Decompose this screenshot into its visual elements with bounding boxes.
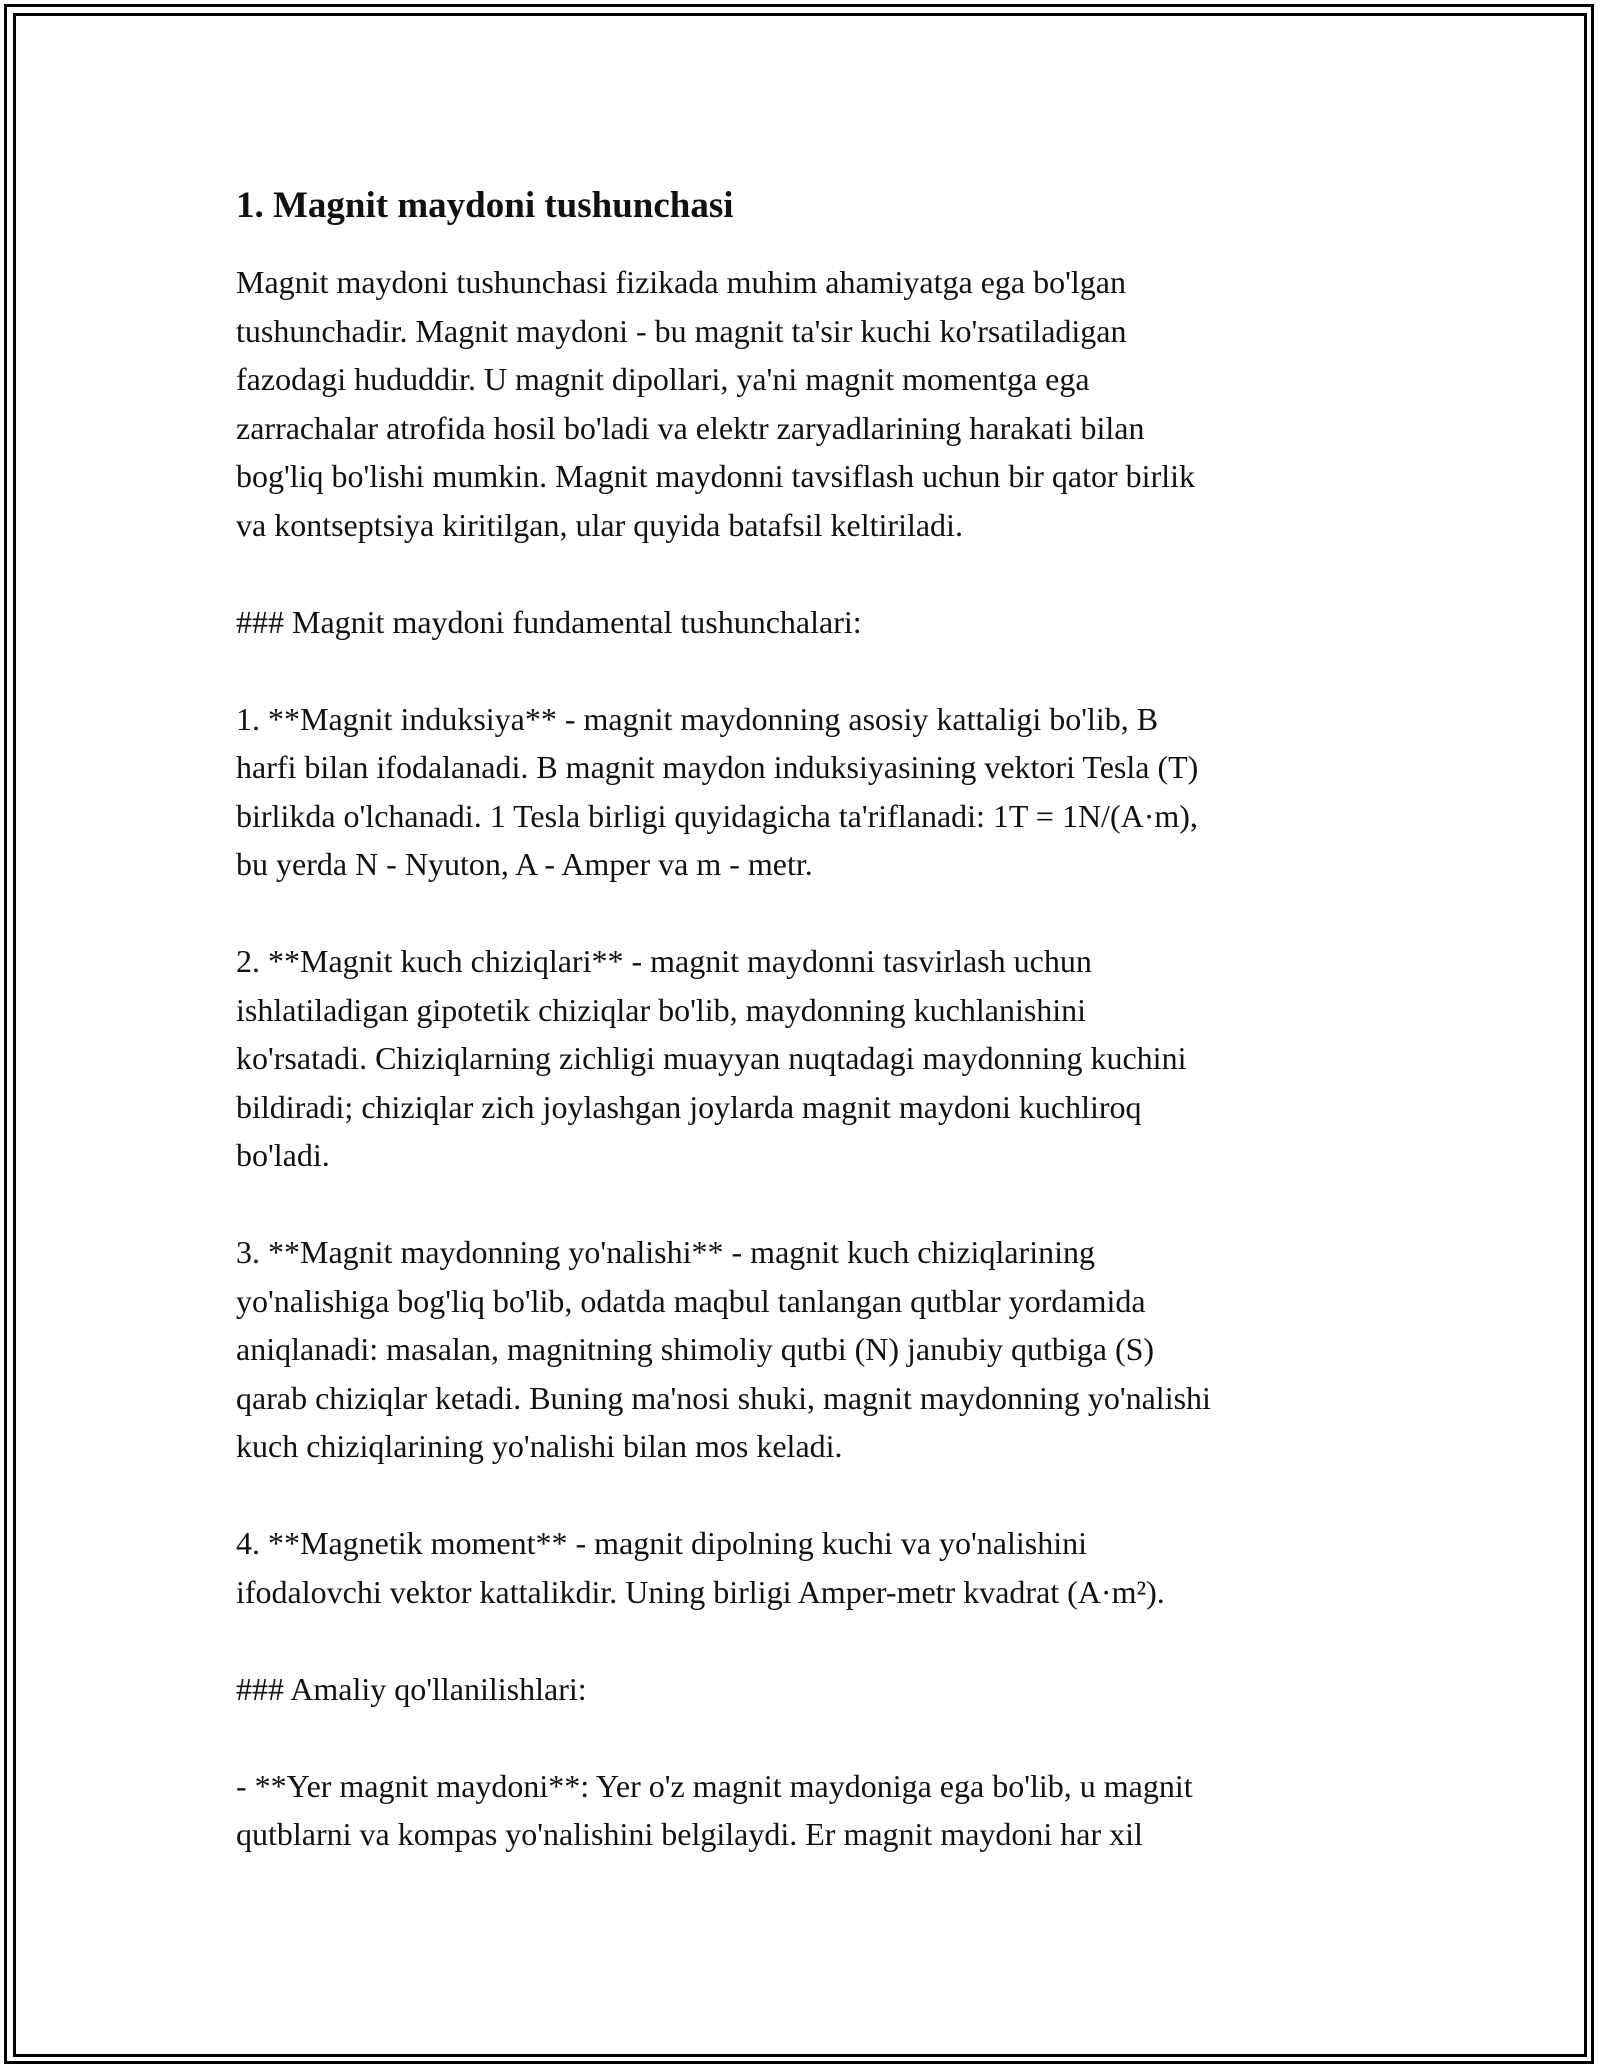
text-line: zarrachalar atrofida hosil bo'ladi va elektr zaryadlarining harakati bilan — [236, 409, 1145, 446]
text-line: Magnit maydoni tushunchasi fizikada muhim ahamiyatga ega bo'lgan — [236, 264, 1126, 300]
text-line: bu yerda N - Nyuton, A - Amper va m - metr. — [236, 846, 813, 882]
subheading-fundamentals — [236, 598, 1366, 647]
text-line: bo'ladi. — [236, 1137, 330, 1173]
text-line: 2. **Magnit kuch chiziqlari** - magnit maydonni tasvirlash uchun — [236, 943, 1092, 979]
paragraph-gap — [236, 1180, 1366, 1229]
text-line: harfi bilan ifodalanadi. B magnit maydon induksiyasining vektori Tesla (T) — [236, 749, 1199, 785]
text-line: ifodalovchi vektor kattalikdir. Uning birligi Amper-metr kvadrat (A·m²). — [236, 1573, 1165, 1610]
paragraph-gap — [236, 646, 1366, 695]
list-item-magnetic-induction — [236, 695, 1366, 889]
text-line: ishlatiladigan gipotetik chiziqlar bo'lib, maydonning kuchlanishini — [236, 991, 1087, 1028]
text-line: 1. **Magnit induksiya** - magnit maydonning asosiy kattaligi bo'lib, B — [236, 700, 1159, 737]
text-line: 4. **Magnetik moment** - magnit dipolning kuchi va yo'nalishini — [236, 1525, 1087, 1561]
list-item-field-direction — [236, 1228, 1366, 1471]
intro-paragraph — [236, 258, 1366, 549]
document-body — [236, 182, 1366, 1859]
text-line: kuch chiziqlarining yo'nalishi bilan mos keladi. — [236, 1428, 843, 1464]
text-line: qarab chiziqlar ketadi. Buning ma'nosi shuki, magnit maydonning yo'nalishi — [236, 1379, 1211, 1416]
text-line: aniqlanadi: masalan, magnitning shimoliy qutbi (N) janubiy qutbiga (S) — [236, 1331, 1155, 1367]
text-line: va kontseptsiya kiritilgan, ular quyida batafsil keltiriladi. — [236, 506, 963, 543]
text-line: ### Amaliy qo'llanilishlari: — [236, 1670, 587, 1707]
paragraph-gap — [236, 889, 1366, 938]
list-item-field-lines — [236, 937, 1366, 1180]
section-heading: 1. Magnit maydoni tushunchasi — [236, 185, 734, 226]
text-line: tushunchadir. Magnit maydoni - bu magnit ta'sir kuchi ko'rsatiladigan — [236, 312, 1127, 349]
paragraph-gap — [236, 549, 1366, 598]
text-line: 3. **Magnit maydonning yo'nalishi** - magnit kuch chiziqlarining — [236, 1234, 1095, 1270]
text-line: bog'liq bo'lishi mumkin. Magnit maydonni tavsiflash uchun bir qator birlik — [236, 458, 1195, 494]
text-line: - **Yer magnit maydoni**: Yer o'z magnit maydoniga ega bo'lib, u magnit — [236, 1767, 1193, 1804]
text-line: bildiradi; chiziqlar zich joylashgan joylarda magnit maydoni kuchliroq — [236, 1088, 1142, 1125]
subheading-applications — [236, 1665, 1366, 1714]
text-line: ko'rsatadi. Chiziqlarning zichligi muayyan nuqtadagi maydonning kuchini — [236, 1040, 1187, 1076]
text-line: qutblarni va kompas yo'nalishini belgilaydi. Er magnit maydoni har xil — [236, 1816, 1143, 1852]
text-line: yo'nalishiga bog'liq bo'lib, odatda maqbul tanlangan qutblar yordamida — [236, 1282, 1146, 1319]
text-line: birlikda o'lchanadi. 1 Tesla birligi quyidagicha ta'riflanadi: 1T = 1N/(A·m), — [236, 797, 1198, 834]
paragraph-gap — [236, 1713, 1366, 1762]
bullet-earth-magnetic-field — [236, 1762, 1366, 1859]
list-item-magnetic-moment — [236, 1519, 1366, 1616]
paragraph-gap — [236, 1616, 1366, 1665]
paragraph-gap — [236, 1471, 1366, 1520]
text-line: fazodagi hududdir. U magnit dipollari, ya'ni magnit momentga ega — [236, 361, 1090, 397]
text-line: ### Magnit maydoni fundamental tushunchalari: — [236, 603, 862, 640]
